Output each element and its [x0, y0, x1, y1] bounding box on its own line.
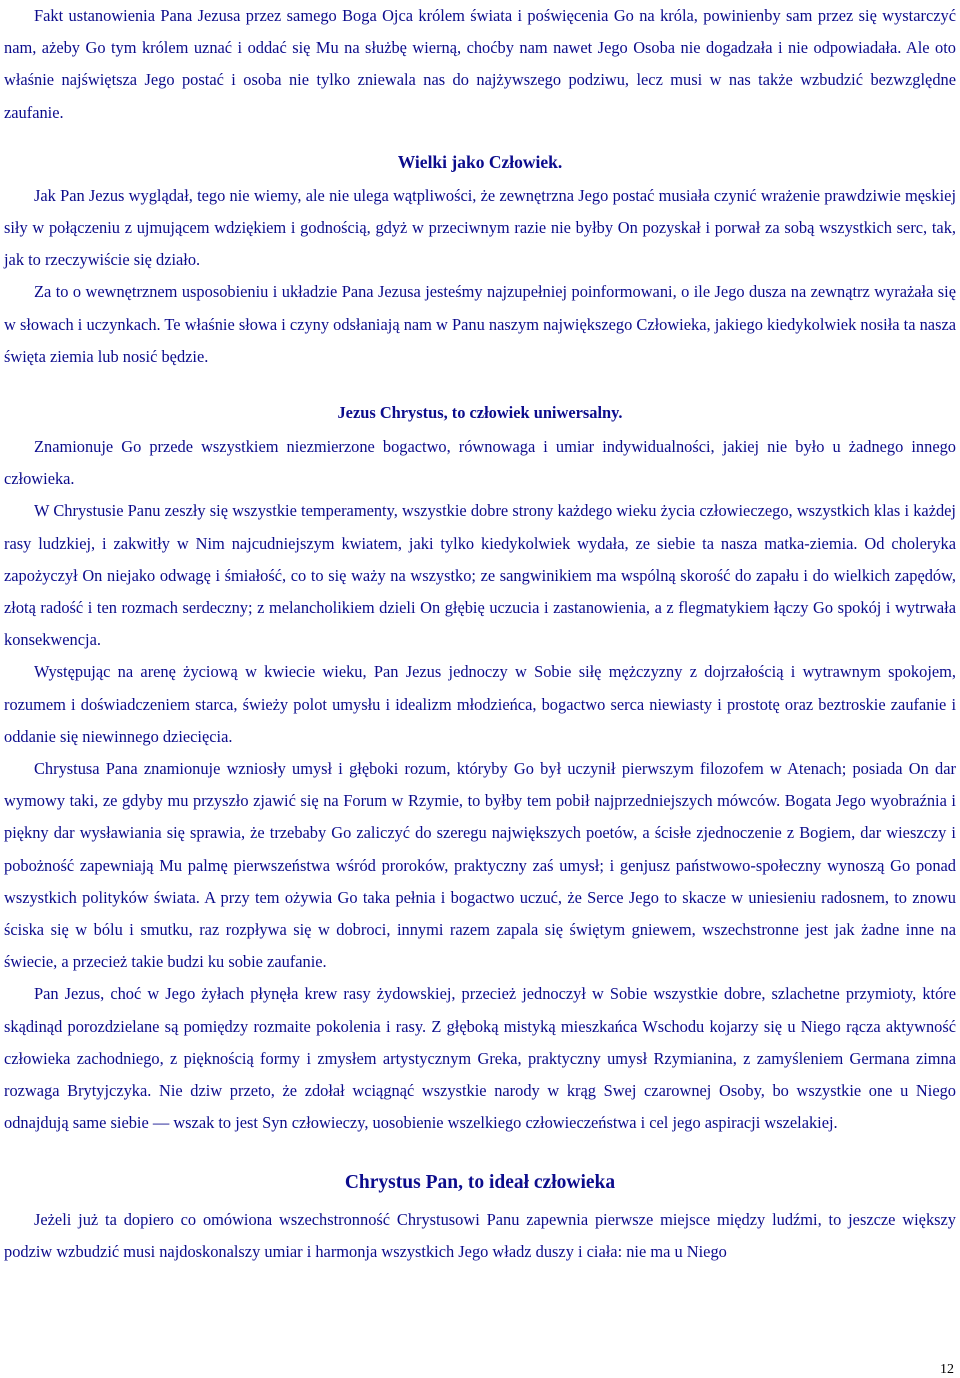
paragraph: Znamionuje Go przede wszystkiem niezmierzone bogactwo, równowaga i umiar indywidualności, jakiej nie było u żadnego innego człowieka. [4, 437, 956, 489]
paragraph: Chrystusa Pana znamionuje wzniosły umysł i głęboki rozum, któryby Go był uczynił pierwszym filozofem w Atenach; posiada On dar wymowy taki, ze gdyby mu przyszło zjawić się na Forum w Rzymie, to byłby tem pobił najprzedniejszych mówców. Bogata Jego wyobraźnia i piękny dar wysławiania się sprawia, że trzebaby Go zaliczyć do szeregu największych poetów, a ścisłe zjednoczenie z Bogiem, dar wieszczy i pobożność zapewniają Mu palmę pierwszeństwa wśród proroków, praktyczny zaś umysł; i genjusz państwowo-społeczny wynoszą Go ponad wszystkich polityków świata. A przy tem ożywia Go taka pełnia i bogactwo uczuć, że Serce Jego to skacze w uniesieniu radosnem, to znowu ściska się w bólu i smutku, raz rozpływa się w dobroci, innymi razem zapala się świętym gniewem, wszechstronne jest jak żadne inne na świecie, a przecież takie budzi ku sobie zaufanie. [4, 759, 956, 972]
paragraph: Jak Pan Jezus wyglądał, tego nie wiemy, ale nie ulega wątpliwości, że zewnętrzna Jego postać musiała czynić wrażenie prawdziwie męskiej siły w połączeniu z ujmującem wdziękiem i godnością, gdyż w przeciwnym razie nie byłby On pozyskał i porwał za sobą wszystkich serc, tak, jak to rzeczywiście się działo. [4, 185, 956, 270]
section-ideal-czlowieka [0, 1170, 960, 1268]
section-wielki-jako-czlowiek [0, 150, 960, 373]
section-heading: Chrystus Pan, to ideał człowieka [344, 1171, 616, 1193]
paragraph: W Chrystusie Panu zeszły się wszystkie temperamenty, wszystkie dobre strony każdego wieku życia człowieczego, wszystkich klas i każdej rasy ludzkiej, i zakwitły w Nim najcudniejszym kwiatem, jaki tylko kiedykolwiek wydała, ze siebie ta nasza matka-ziemia. Od choleryka zapożyczył On niejako odwagę i śmiałość, co to się waży na wszystko; ze sangwinikiem ma wspólną skorość do zapału i do wielkich zapędów, złotą radość i ten rozmach serdeczny; z melancholikiem dzieli On głębię uczucia i zastanowienia, a z flegmatykiem łączy Go spokój i wytrwała konsekwencja. [4, 501, 956, 650]
page-number: 12 [940, 1362, 954, 1377]
section-heading: Wielki jako Człowiek. [397, 151, 563, 172]
paragraph: Pan Jezus, choć w Jego żyłach płynęła krew rasy żydowskiej, przecież jednoczył w Sobie wszystkie dobre, szlachetne przymioty, które skądinąd porozdzielane są pomiędzy rozmaite pokolenia i rasy. Z głęboką mistyką mieszkańca Wschodu kojarzy się u Niego rącza aktywność człowieka zachodniego, z pięknością formy i zmysłem artystycznym Greka, praktyczny umysł Rzymianina, z zamyśleniem Germana zimna rozwaga Brytyjczyka. Nie dziw przeto, że zdołał wciągnąć wszystkie narody w krąg Swej czarownej Osoby, bo wszystkie one u Niego odnajdują same siebie — wszak to jest Syn człowieczy, uosobienie wszelkiego człowieczeństwa i cel jego aspiracji wszelakiej. [4, 984, 956, 1133]
intro-block [0, 0, 960, 129]
paragraph: Za to o wewnętrznem usposobieniu i układzie Pana Jezusa jesteśmy najzupełniej poinformowani, o ile Jego dusza na zewnątrz wyrażała się w słowach i uczynkach. Te właśnie słowa i czyny odsłaniają nam w Panu naszym największego Człowieka, jakiego kiedykolwiek nosiła ta nasza święta ziemia lub nosić będzie. [4, 282, 956, 366]
paragraph: Jeżeli już ta dopiero co omówiona wszechstronność Chrystusowi Panu zapewnia pierwsze miejsce między ludźmi, to jeszcze większy podziw wzbudzić musi najdoskonalszy umiar i harmonja wszystkich Jego władz duszy i ciała: nie ma u Niego [4, 1209, 956, 1261]
paragraph: Występując na arenę życiową w kwiecie wieku, Pan Jezus jednoczy w Sobie siłę mężczyzny z dojrzałością i wytrawnym spokojem, rozumem i doświadczeniem starca, świeży polot umysłu i idealizm młodzieńca, bogactwo serca niewiasty i prostotę oraz beztroskie zaufanie i oddanie się niewinnego dziecięcia. [4, 662, 956, 746]
intro-paragraph: Fakt ustanowienia Pana Jezusa przez samego Boga Ojca królem świata i poświęcenia Go na króla, powinienby sam przez się wystarczyć nam, ażeby Go tym królem uznać i oddać się Mu na służbę wierną, choćby nam nawet Jego Osoba nie dogadzała i nie odpowiadała. Ale oto właśnie najświętsza Jego postać i osoba nie tylko zniewala nas do najżywszego podziwu, lecz musi w nas także wzbudzić bezwzględne zaufanie. [4, 6, 956, 122]
section-heading: Jezus Chrystus, to człowiek uniwersalny. [337, 403, 623, 423]
section-czlowiek-uniwersalny [0, 401, 960, 1139]
